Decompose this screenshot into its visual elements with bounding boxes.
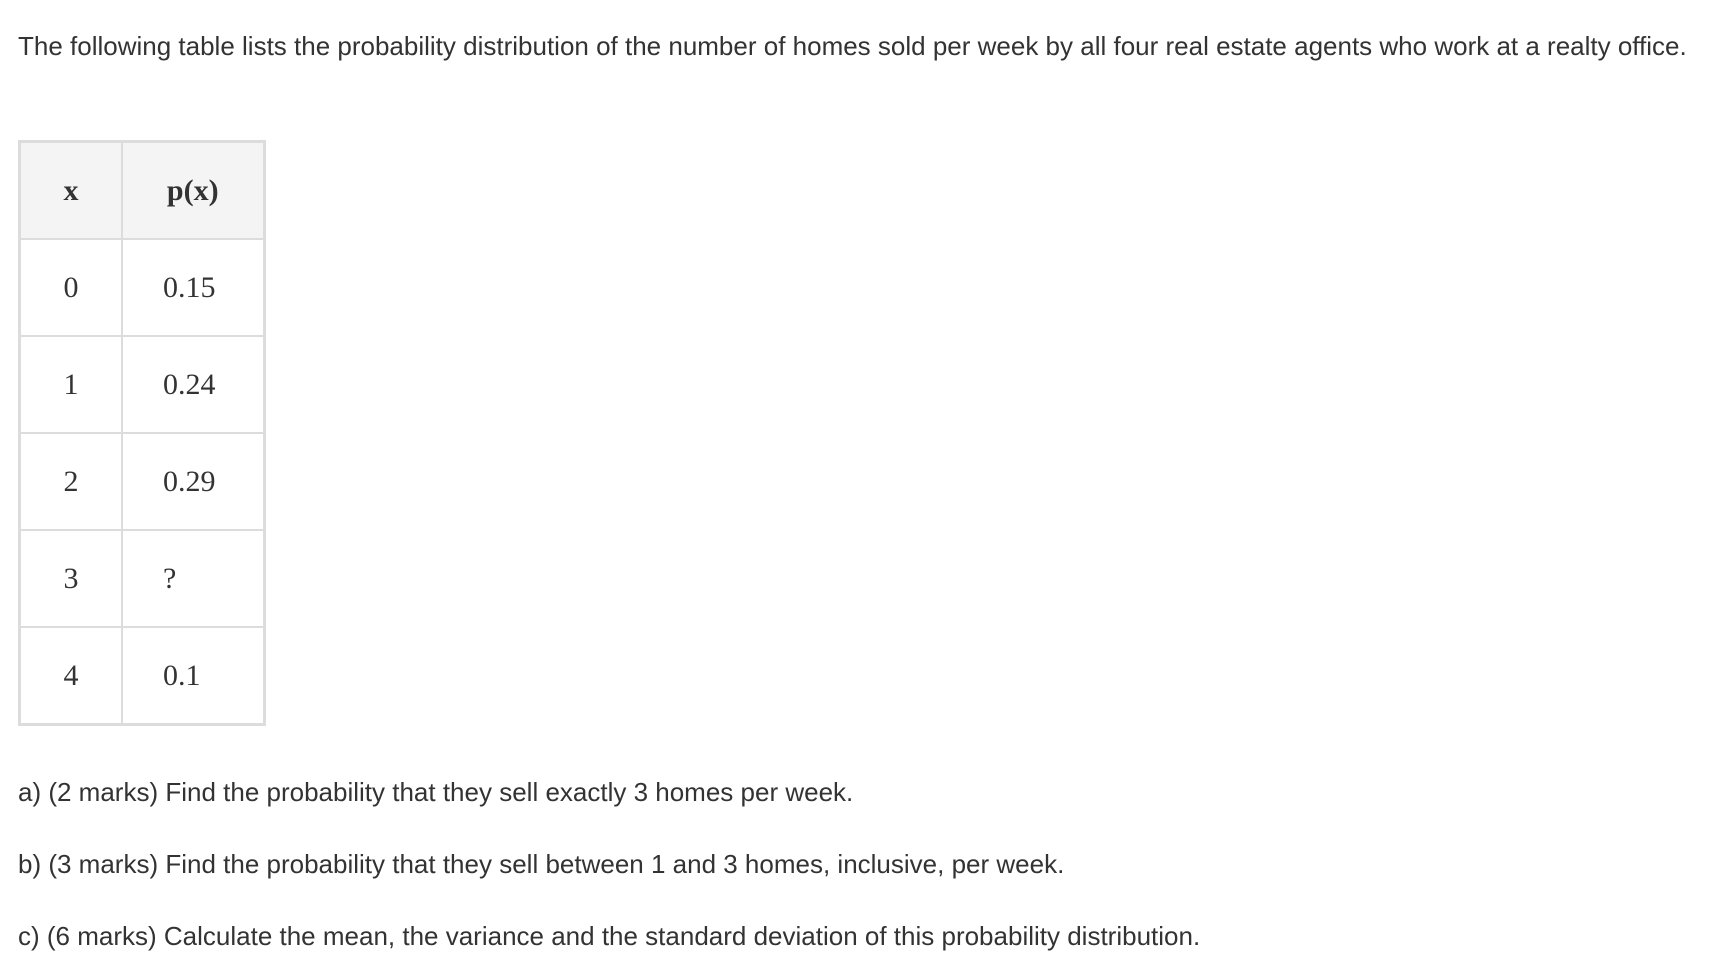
intro-paragraph: The following table lists the probability distribution of the number of homes sold per week by all four real estate agents who work at a realty office. [18, 31, 1687, 61]
question-b: b) (3 marks) Find the probability that they sell between 1 and 3 homes, inclusive, per week. [18, 849, 1065, 879]
cell-px: 0.29 [122, 433, 264, 530]
cell-x: 0 [20, 239, 123, 336]
table-header-row [20, 142, 265, 240]
cell-x: 2 [20, 433, 123, 530]
cell-px: 0.1 [122, 627, 264, 725]
table-row [20, 530, 265, 627]
probability-distribution-table [18, 140, 266, 726]
cell-px: 0.15 [122, 239, 264, 336]
cell-px: ? [122, 530, 264, 627]
question-c: c) (6 marks) Calculate the mean, the variance and the standard deviation of this probability distribution. [18, 921, 1201, 951]
cell-x: 3 [20, 530, 123, 627]
cell-px: 0.24 [122, 336, 264, 433]
header-px: p(x) [122, 142, 264, 240]
table-row [20, 433, 265, 530]
cell-x: 4 [20, 627, 123, 725]
cell-x: 1 [20, 336, 123, 433]
table-row [20, 627, 265, 725]
table-row [20, 239, 265, 336]
header-x: x [20, 142, 123, 240]
question-a: a) (2 marks) Find the probability that they sell exactly 3 homes per week. [18, 777, 854, 807]
table-row [20, 336, 265, 433]
